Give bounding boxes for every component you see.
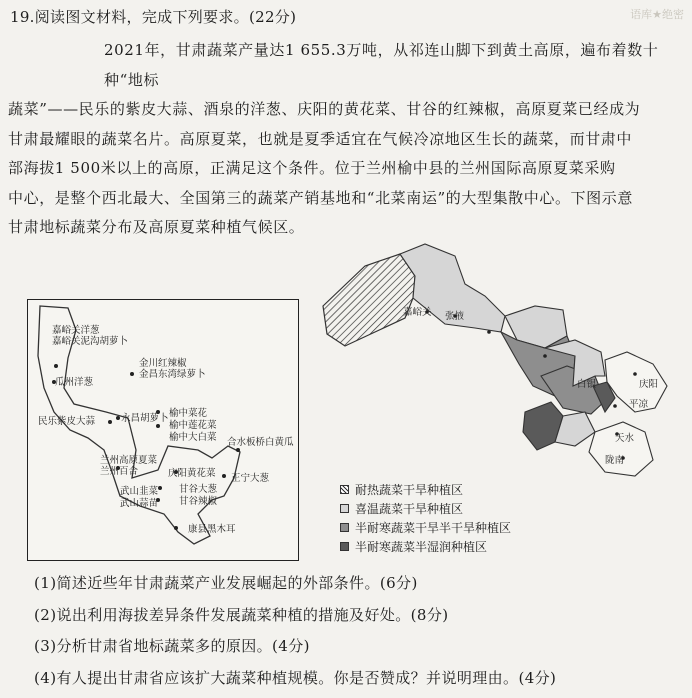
inset-label: 永昌胡萝卜: [121, 413, 169, 424]
inset-label: 兰州高原夏菜: [100, 455, 158, 466]
legend-item: [340, 518, 511, 537]
passage-line: 蔬菜”——民乐的紫皮大蒜、酒泉的洋葱、庆阳的黄花菜、甘谷的红辣椒，高原夏菜已经成为: [8, 100, 641, 118]
legend-item: [340, 499, 511, 518]
inset-label: 武山蒜苗: [120, 498, 159, 509]
inset-label: 榆中莲花菜: [169, 420, 217, 431]
inset-label: 瓜州洋葱: [55, 377, 94, 388]
inset-label: 金昌东湾绿萝卜: [139, 369, 206, 380]
map-label: 天水: [615, 433, 635, 444]
map-label: 庆阳: [639, 379, 659, 390]
passage-line: 中心，是整个西北最大、全国第三的蔬菜产销基地和“北菜南运”的大型集散中心。下图示意: [8, 188, 633, 207]
inset-label: 正宁大葱: [231, 473, 270, 484]
mid-swatch-icon: [340, 523, 349, 532]
inset-label: 康县黑木耳: [188, 524, 236, 535]
inset-label: 甘谷大葱: [179, 484, 218, 495]
question-header: 19.阅读图文材料，完成下列要求。(22分): [10, 8, 297, 26]
question-4: (4)有人提出甘肃省应该扩大蔬菜种植规模。你是否赞成？并说明理由。(4分): [34, 668, 557, 687]
light-swatch-icon: [340, 504, 349, 513]
question-1: (1)简述近些年甘肃蔬菜产业发展崛起的外部条件。(6分): [34, 574, 418, 592]
inset-label: 民乐紫皮大蒜: [38, 416, 96, 427]
map-label: 平凉: [629, 399, 649, 410]
legend-item: [340, 537, 511, 556]
map-label: 白银: [577, 379, 597, 390]
map-label: 陇南: [605, 455, 625, 466]
legend-label: 半耐寒蔬菜干旱半干旱种植区: [355, 521, 512, 535]
corner-mark: 语库★绝密: [630, 8, 684, 21]
passage-line: 甘肃地标蔬菜分布及高原夏菜种植气候区。: [8, 218, 305, 236]
legend-label: 耐热蔬菜干旱种植区: [355, 483, 464, 497]
map-label: 嘉峪关: [403, 307, 432, 318]
hatch-swatch-icon: [340, 485, 349, 494]
questions: [34, 568, 556, 694]
inset-label: 金川红辣椒: [139, 358, 187, 369]
climate-zone-map: [305, 236, 690, 481]
question-3: (3)分析甘肃省地标蔬菜多的原因。(4分): [34, 637, 310, 655]
inset-label: 甘谷辣椒: [179, 496, 218, 507]
legend-label: 半耐寒蔬菜半湿润种植区: [355, 540, 488, 554]
map-label: 张掖: [445, 311, 465, 322]
inset-label: 庆阳黄花菜: [168, 468, 216, 479]
inset-label: 合水板桥白黄瓜: [227, 437, 294, 448]
landmark-vegetable-map: [27, 299, 299, 561]
question-2: (2)说出利用海拔差异条件发展蔬菜种植的措施及好处。(8分): [34, 605, 449, 624]
inset-label: 榆中菜花: [169, 408, 208, 419]
inset-label: 兰州百合: [100, 466, 139, 477]
inset-label: 嘉峪关泥沟胡萝卜: [52, 336, 129, 347]
map-legend: [340, 480, 511, 556]
passage: [8, 36, 688, 243]
inset-label: 武山韭菜: [120, 486, 159, 497]
inset-label: 榆中大白菜: [169, 432, 217, 443]
passage-line: [56, 36, 688, 95]
inset-label: 嘉峪关洋葱: [52, 325, 100, 336]
dark-swatch-icon: [340, 542, 349, 551]
legend-label: 喜温蔬菜干旱种植区: [355, 502, 464, 516]
passage-line-1: 2021年，甘肃蔬菜产量达1 655.3万吨，从祁连山脚下到黄土高原，遍布着数十种“地标: [104, 41, 659, 89]
legend-item: [340, 480, 511, 499]
passage-line: 甘肃最耀眼的蔬菜名片。高原夏菜，也就是夏季适宜在气候冷凉地区生长的蔬菜，而甘肃中: [8, 129, 633, 148]
passage-line: 部海拔1 500米以上的高原，正满足这个条件。位于兰州榆中县的兰州国际高原夏菜采购: [8, 159, 616, 177]
climate-zone-shapes: [305, 236, 690, 481]
